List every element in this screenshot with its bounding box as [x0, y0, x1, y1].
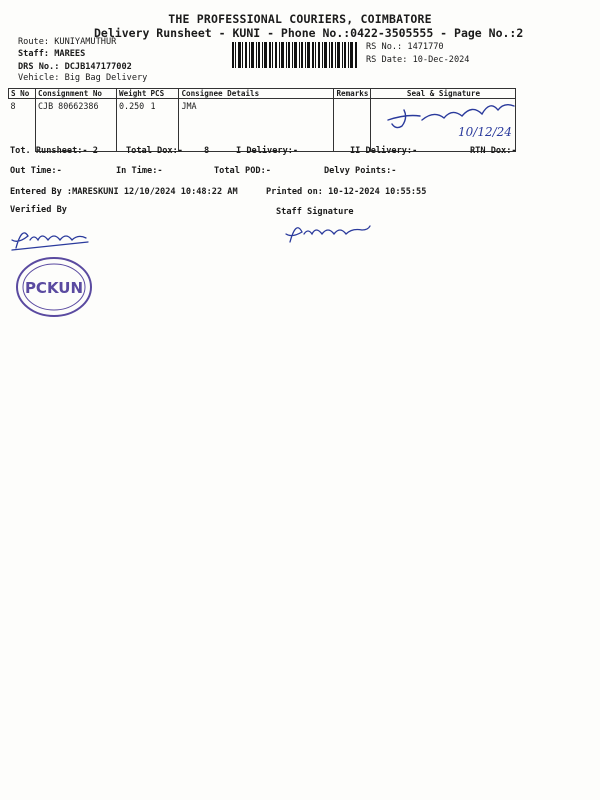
column-header: Weight	[117, 89, 149, 99]
svg-text:PCKUN: PCKUN	[24, 279, 84, 297]
column-header: Consignee Details	[179, 89, 334, 99]
consignee-details: JMA	[179, 99, 334, 152]
column-header: Seal & Signature	[371, 89, 516, 99]
vehicle-label: Vehicle: Big Bag Delivery	[18, 73, 148, 83]
in-time: In Time:-	[116, 166, 163, 176]
pckun-stamp-icon	[14, 256, 94, 318]
verifier-signature-icon	[8, 222, 98, 252]
route-label: Route: KUNIYAMUTHUR	[18, 37, 117, 47]
total-dox-label: Total Dox:-	[126, 146, 183, 156]
consignment-number: CJB 80662386	[36, 99, 117, 152]
staff-signature-icon	[282, 218, 378, 246]
i-delivery: I Delivery:-	[236, 146, 299, 156]
remarks-cell	[334, 99, 371, 152]
rtn-dox: RTN Dox:-	[470, 146, 517, 156]
barcode-icon	[232, 42, 358, 68]
ii-delivery: II Delivery:-	[350, 146, 418, 156]
column-header: Consignment No	[36, 89, 117, 99]
out-time: Out Time:-	[10, 166, 62, 176]
rs-date: RS Date: 10-Dec-2024	[366, 55, 470, 65]
total-pod: Total POD:-	[214, 166, 271, 176]
rs-number: RS No.: 1471770	[366, 42, 444, 52]
column-header: Remarks	[334, 89, 371, 99]
column-header: S No	[9, 89, 36, 99]
staff-label: Staff: MAREES	[18, 49, 86, 59]
handwritten-date: 10/12/24	[458, 125, 512, 139]
verified-by-label: Verified By	[10, 205, 67, 215]
runsheet-title: Delivery Runsheet - KUNI - Phone No.:0422-3505555 - Page No.:2	[94, 26, 524, 40]
pcs-value: 1	[148, 99, 179, 152]
drs-number: DRS No.: DCJB147177002	[18, 62, 132, 72]
weight-value: 0.250	[117, 99, 149, 152]
printed-on: Printed on: 10-12-2024 10:55:55	[266, 187, 427, 197]
staff-signature-label: Staff Signature	[276, 207, 354, 217]
delvy-points: Delvy Points:-	[324, 166, 397, 176]
column-header: PCS	[148, 89, 179, 99]
company-name: THE PROFESSIONAL COURIERS, COIMBATORE	[168, 12, 432, 26]
receiver-signature-icon	[386, 96, 536, 142]
tot-runsheet: Tot. Runsheet:- 2	[10, 146, 98, 156]
total-dox-value: 8	[204, 146, 210, 156]
serial-number: 8	[10, 101, 16, 111]
entered-by: Entered By :MARESKUNI 12/10/2024 10:48:22 AM	[10, 187, 238, 197]
